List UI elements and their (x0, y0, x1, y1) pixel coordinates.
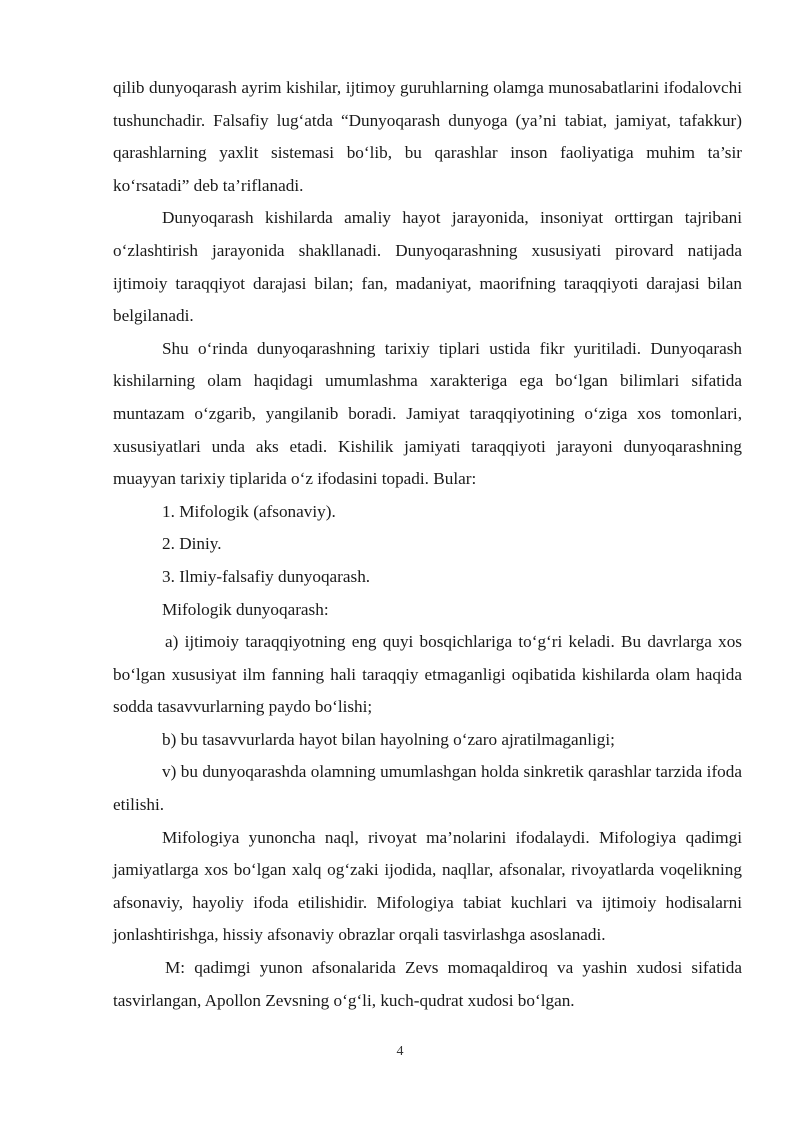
list-item-scientific-philosophical: 3. Ilmiy-falsafiy dunyoqarash. (162, 566, 371, 586)
paragraph-worldview-formation: Dunyoqarash kishilarda amaliy hayot jarayonida, insoniyat orttirgan tajribani o‘zlashtirish jarayonida shakllanadi. Dunyoqarashning xususiyati pirovard natijada ijtimoiy taraqqiyot darajasi bilan; fan, madaniyat, maorifning taraqqiyoti darajasi bilan belgilanadi. (113, 208, 742, 326)
paragraph-definition-continued: qilib dunyoqarash ayrim kishilar, ijtimoy guruhlarning olamga munosabatlarini ifodalovchi tushunchadir. Falsafiy lug‘atda “Dunyoqarash dunyoga (ya’ni tabiat, jamiyat, tafakkur) qarashlarning yaxlit sistemasi bo‘lib, bu qarashlar inson faoliyatiga muhim ta’sir ko‘rsatadi” deb ta’riflanadi. (113, 78, 742, 195)
list-item-v: v) bu dunyoqarashda olamning umumlashgan holda sinkretik qarashlar tarzida ifoda etilishi. (113, 762, 742, 815)
page-number: 4 (396, 1044, 404, 1059)
paragraph-mythology-definition: Mifologiya yunoncha naql, rivoyat ma’nolarini ifodalaydi. Mifologiya qadimgi jamiyatlarga xos bo‘lgan xalq og‘zaki ijodida, naqllar, afsonalar, rivoyatlarda voqelikning afsonaviy, hayoliy ifoda etilishidir. Mifologiya tabiat kuchlari va ijtimoiy hodisalarni jonlashtirishga, hissiy afsonaviy obrazlar orqali tasvirlashga asoslanadi. (113, 827, 742, 945)
subheading-mythological-worldview: Mifologik dunyoqarash: (162, 599, 329, 619)
paragraph-example-zeus: M: qadimgi yunon afsonalarida Zevs momaqaldiroq va yashin xudosi sifatida tasvirlangan, Apollon Zevsning o‘g‘li, kuch-qudrat xudosi bo‘lgan. (113, 958, 742, 1010)
list-item-b: b) bu tasavvurlarda hayot bilan hayolning o‘zaro ajratilmaganligi; (162, 729, 615, 749)
list-item-mythological: 1. Mifologik (afsonaviy). (162, 501, 336, 521)
list-item-a: a) ijtimoiy taraqqiyotning eng quyi bosqichlariga to‘g‘ri keladi. Bu davrlarga xos bo‘lgan xususiyat ilm fanning hali taraqqiy etmaganligi oqibatida kishilarda olam haqida sodda tasavvurlarning paydo bo‘lishi; (113, 632, 742, 717)
list-item-religious: 2. Diniy. (162, 534, 222, 554)
page-body (113, 72, 742, 1017)
paragraph-historical-types: Shu o‘rinda dunyoqarashning tarixiy tiplari ustida fikr yuritiladi. Dunyoqarash kishilarning olam haqidagi umumlashma xarakteriga ega bo‘lgan bilimlari sifatida muntazam o‘zgarib, yangilanib boradi. Jamiyat taraqqiyotining o‘ziga xos tomonlari, xususiyatlari unda aks etadi. Kishilik jamiyati taraqqiyoti jarayoni dunyoqarashning muayyan tarixiy tiplarida o‘z ifodasini topadi. Bular: (113, 338, 742, 489)
